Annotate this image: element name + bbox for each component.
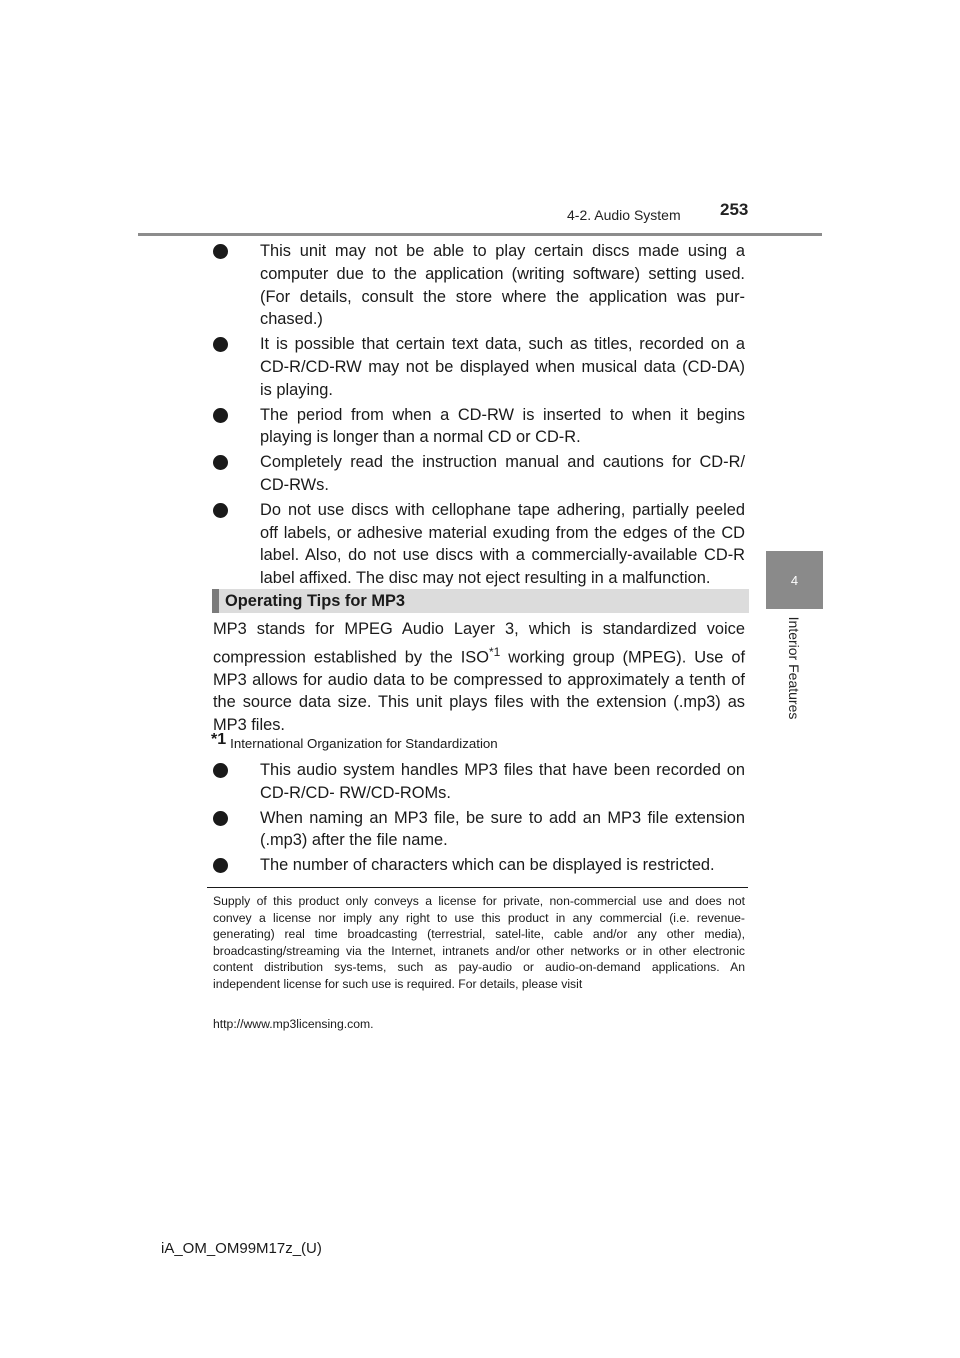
section-heading-mp3: Operating Tips for MP3 [212, 589, 749, 613]
list-item [213, 333, 745, 401]
footnote [211, 731, 498, 751]
mp3-paragraph-part1: MP3 stands for MPEG Audio Layer 3, which is standardized voice compression established by the ISO [213, 620, 745, 667]
page-number: 253 [720, 200, 749, 219]
list-item [213, 240, 745, 331]
list-item-text: Do not use discs with cellophane tape adhering, partially peeled off labels, or adhesive material exuding from the edges of the CD label. Also, do not use discs with a commercially-available CD-R label affixed. The disc may not eject resulting in a malfunction. [260, 500, 745, 588]
mp3-intro-paragraph [213, 618, 745, 736]
list-item-text: It is possible that certain text data, such as titles, recorded on a CD-R/CD-RW may not be displayed when musical data (CD-DA) is playing. [260, 335, 745, 399]
footnote-reference: *1 [488, 644, 501, 659]
list-item [213, 854, 745, 877]
list-item-text: The number of characters which can be displayed is restricted. [260, 856, 715, 875]
list-item [213, 759, 745, 805]
list-item [213, 404, 745, 450]
bullet-icon [213, 763, 228, 778]
list-item-text: This audio system handles MP3 files that have been recorded on CD-R/CD- RW/CD-ROMs. [260, 761, 745, 802]
bullet-icon [213, 408, 228, 423]
list-item-text: When naming an MP3 file, be sure to add an MP3 file extension (.mp3) after the file name. [260, 808, 745, 850]
cd-notes-list [213, 240, 745, 592]
bullet-icon [213, 455, 228, 470]
footnote-mark: *1 [211, 731, 227, 748]
list-item-text: Completely read the instruction manual and cautions for CD-R/ CD-RWs. [260, 453, 745, 494]
license-url-link[interactable]: http://www.mp3licensing.com. [213, 1017, 374, 1031]
list-item [213, 499, 745, 590]
mp3-paragraph-part2: working group (MPEG). Use of MP3 allows for audio data to be compressed to approximately a tenth of the source data size. This unit plays files with the extension (.mp3) as MP3 files. [213, 648, 745, 734]
mp3-notes-list [213, 759, 745, 879]
footnote-text: International Organization for Standardization [230, 736, 498, 751]
note-divider [207, 887, 748, 888]
manual-code: iA_OM_OM99M17z_(U) [161, 1240, 322, 1257]
header-section-title: 4-2. Audio System [567, 207, 681, 223]
list-item [213, 807, 745, 853]
list-item-text: This unit may not be able to play certain discs made using a computer due to the application (writing software) setting used. (For details, consult the store where the application was pur-chased.) [260, 242, 745, 329]
list-item-text: The period from when a CD-RW is inserted to when it begins playing is longer than a normal CD or CD-R. [260, 405, 745, 447]
bullet-icon [213, 858, 228, 873]
bullet-icon [213, 337, 228, 352]
bullet-icon [213, 503, 228, 518]
bullet-icon [213, 244, 228, 259]
bullet-icon [213, 811, 228, 826]
chapter-number: 4 [790, 572, 799, 588]
header-rule [138, 233, 822, 236]
chapter-tab[interactable] [766, 551, 823, 609]
chapter-title-vertical: Interior Features [786, 616, 802, 720]
license-note: Supply of this product only conveys a license for private, non-commercial use and does not convey a license nor imply any right to use this product in any commercial (i.e. revenue-generating) real time broadcasting (terrestrial, satel-lite, cable and/or any other media), broadcasting/streaming via the Internet, intranets and/or other networks or in other electronic content distribution sys-tems, such as pay-audio or audio-on-demand applications. An independent license for such use is required. For details, please visit [213, 894, 745, 991]
list-item [213, 451, 745, 497]
